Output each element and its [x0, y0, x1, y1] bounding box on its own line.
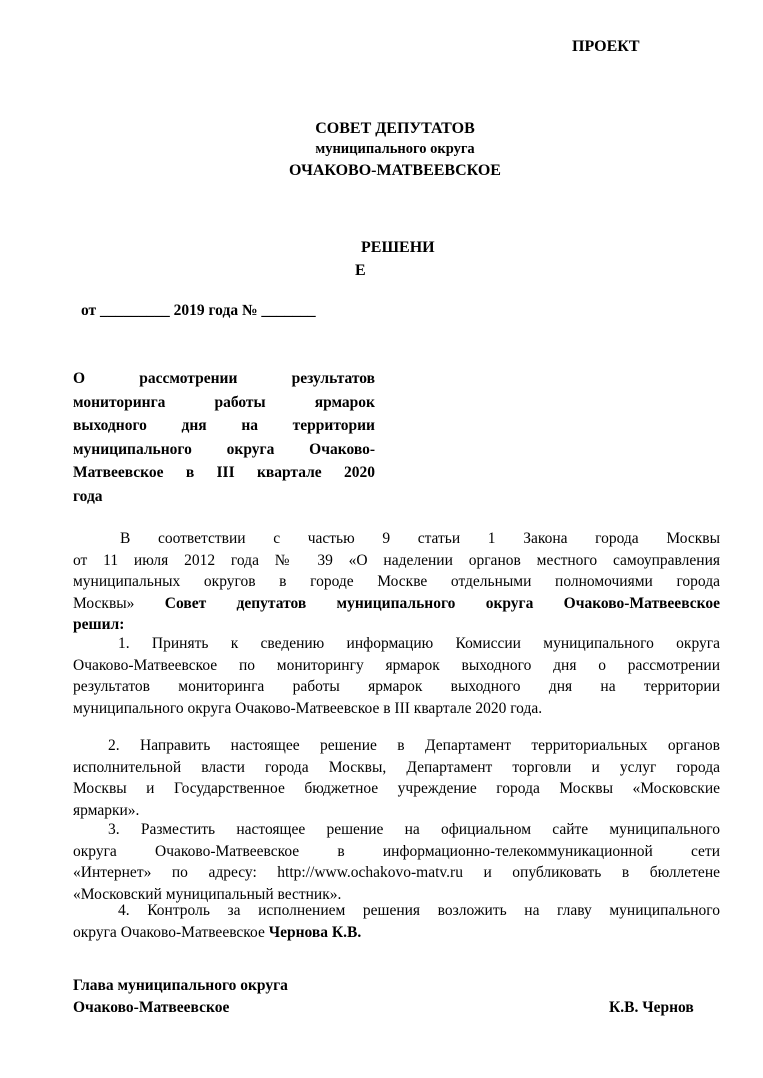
preamble-line: муниципальных округов в городе Москве отдельными полномочиями города	[73, 573, 720, 590]
item-text: округа Очаково-Матвеевское	[73, 923, 265, 941]
item-line: Москвы и Государственное бюджетное учреждение города Москвы «Московские	[73, 780, 720, 797]
signature-title-line2: Очаково-Матвеевское	[73, 999, 230, 1016]
subject-line: О рассмотрении результатов	[73, 370, 375, 387]
item-line: ярмарки».	[73, 801, 140, 819]
subject-line: муниципального округа Очаково-	[73, 440, 375, 458]
subject-line: Матвеевское в III квартале 2020	[73, 464, 375, 481]
item-line	[73, 922, 720, 944]
preamble	[73, 528, 720, 636]
decision-item-4	[73, 900, 720, 943]
decision-heading: РЕШЕНИ	[361, 239, 435, 256]
item-line: Очаково-Матвеевское по мониторингу ярмарок выходного дня о рассмотрении	[73, 656, 720, 674]
council-district: ОЧАКОВО-МАТВЕЕВСКОЕ	[289, 162, 501, 179]
decision-item-1	[73, 633, 720, 719]
subject-line: года	[73, 487, 103, 505]
item-line: исполнительной власти города Москвы, Департамент торговли и услуг города	[73, 758, 720, 776]
council-subtitle: муниципального округа	[315, 141, 475, 157]
preamble-line: В соответствии с частью 9 статьи 1 Закона города Москвы	[120, 530, 720, 547]
date-number-line: от _________ 2019 года № _______	[81, 302, 316, 319]
item-line: 1. Принять к сведению информацию Комиссии муниципального округа	[118, 635, 720, 652]
item-line: 4. Контроль за исполнением решения возложить на главу муниципального	[118, 902, 720, 919]
responsible-person: Чернова К.В.	[268, 923, 362, 941]
decision-heading-wrap: Е	[355, 262, 366, 279]
signature-title-line1: Глава муниципального округа	[73, 977, 288, 994]
preamble-line	[73, 593, 720, 615]
subject-line: выходного дня на территории	[73, 417, 375, 434]
item-line: «Интернет» по адресу: http://www.ochakovo-matv.ru и опубликовать в бюллетене	[73, 864, 720, 881]
subject-line: мониторинга работы ярмарок	[73, 393, 375, 411]
document-status-label: ПРОЕКТ	[572, 38, 640, 55]
decision-subject	[73, 367, 375, 508]
item-line: 3. Разместить настоящее решение на официальном сайте муниципального	[108, 821, 720, 838]
signature-name: К.В. Чернов	[609, 999, 694, 1016]
item-line: результатов мониторинга работы ярмарок выходного дня на территории	[73, 678, 720, 695]
resolved-label: решил:	[73, 616, 125, 633]
preamble-text: Москвы»	[73, 594, 135, 612]
decision-item-2	[73, 735, 720, 821]
council-resolved-text: Совет депутатов муниципального округа Очаково-Матвеевское	[164, 594, 720, 612]
council-title: СОВЕТ ДЕПУТАТОВ	[315, 120, 475, 137]
item-line: муниципального округа Очаково-Матвеевское в III квартале 2020 года.	[73, 699, 543, 717]
item-line: округа Очаково-Матвеевское в информационно-телекоммуникационной сети	[73, 842, 720, 860]
item-line: 2. Направить настоящее решение в Департамент территориальных органов	[108, 737, 720, 754]
item-line: «Московский муниципальный вестник».	[73, 885, 342, 903]
decision-item-3	[73, 819, 720, 905]
council-header	[200, 118, 590, 181]
preamble-line: от 11 июля 2012 года № 39 «О наделении органов местного самоуправления	[73, 551, 720, 569]
